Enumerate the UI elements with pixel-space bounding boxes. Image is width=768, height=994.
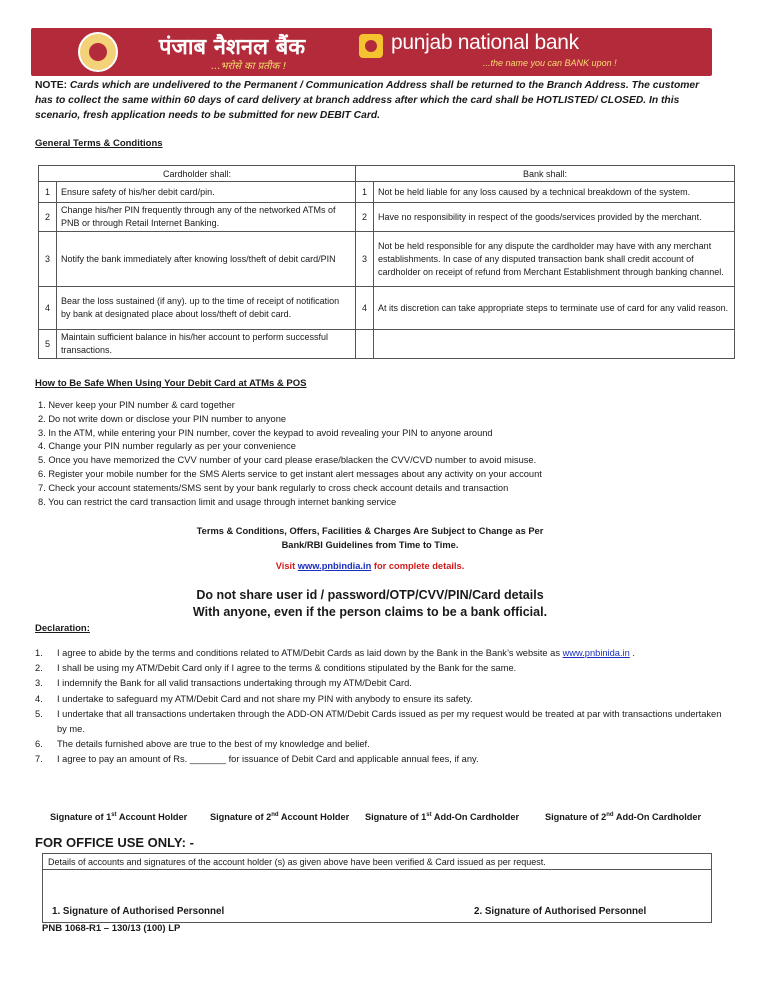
list-item: 2. Do not write down or disclose your PIN number to anyone: [38, 413, 287, 424]
list-item: 5. Once you have memorized the CVV number of your card please erase/blacken the CVV/CVD number to avoid misuse.: [38, 455, 537, 466]
table-row: [39, 203, 735, 232]
row-number: 1: [39, 182, 57, 203]
declaration-heading: Declaration:: [35, 623, 90, 634]
row-number: 3: [356, 232, 374, 287]
table-row: [39, 232, 735, 287]
security-warning: [120, 587, 620, 621]
table-row: [39, 330, 735, 359]
row-number: [356, 330, 374, 359]
sig-text: Signature of 2: [210, 812, 272, 823]
warning-line: With anyone, even if the person claims to be a bank official.: [192, 605, 548, 619]
sig-sup: nd: [606, 812, 614, 818]
bank-term: Not be held liable for any loss caused by a technical breakdown of the system.: [374, 182, 735, 203]
visit-line: [150, 561, 590, 571]
website-link[interactable]: www.pnbinida.in: [562, 648, 630, 658]
item-text: I shall be using my ATM/Debit Card only if I agree to the terms & conditions stipulated by the Bank for the same.: [57, 663, 517, 674]
list-item: 8. You can restrict the card transaction limit and usage through internet banking service: [38, 496, 397, 507]
item-number: 7.: [35, 754, 43, 765]
sig-text: Add-On Cardholder: [431, 812, 520, 823]
item-text: I agree to pay an amount of Rs. _______ for issuance of Debit Card and applicable annual fees, if any.: [57, 754, 479, 765]
cardholder-term: Bear the loss sustained (if any). up to the time of receipt of notification by bank at designated place about loss/theft of debit card.: [57, 287, 356, 330]
sig-text: Signature of 1: [365, 812, 427, 823]
cardholder-term: Ensure safety of his/her debit card/pin.: [57, 182, 356, 203]
sig-sup: nd: [271, 812, 279, 818]
bank-tagline-english: ...the name you can BANK upon !: [483, 58, 617, 68]
authorised-signature-1[interactable]: 1. Signature of Authorised Personnel: [52, 906, 225, 917]
list-item: 7. Check your account statements/SMS sent by your bank regularly to cross check account details and transaction: [38, 482, 509, 493]
item-text: I agree to abide by the terms and conditions related to ATM/Debit Cards as laid down by the Bank in the Bank’s website as: [57, 648, 563, 658]
list-item: 3. In the ATM, while entering your PIN number, cover the keypad to avoid revealing your PIN to anyone around: [38, 427, 493, 438]
list-item: [35, 646, 725, 661]
bank-tagline-hindi: ...भरोसे का प्रतीक !: [211, 61, 287, 72]
cardholder-term: Maintain sufficient balance in his/her account to perform successful transactions.: [57, 330, 356, 359]
item-text-end: .: [629, 648, 635, 658]
sig-text: Account Holder: [116, 812, 188, 823]
item-number: 6.: [35, 739, 43, 750]
list-item: [35, 692, 725, 707]
warning-line: Do not share user id / password/OTP/CVV/PIN/Card details: [196, 588, 544, 602]
table-row: [39, 182, 735, 203]
website-link[interactable]: www.pnbindia.in: [297, 561, 372, 571]
signature-2nd-account-holder[interactable]: [210, 812, 349, 822]
bank-term: At its discretion can take appropriate steps to terminate use of card for any valid reason.: [374, 287, 735, 330]
declaration-list: [35, 646, 725, 768]
terms-header-row: [39, 166, 735, 182]
table-row: [39, 287, 735, 330]
row-number: 2: [39, 203, 57, 232]
item-number: 5.: [35, 708, 43, 719]
bank-column-header: Bank shall:: [356, 166, 735, 182]
notice-line: Terms & Conditions, Offers, Facilities & Charges Are Subject to Change as Per: [196, 526, 544, 536]
notice-line: Bank/RBI Guidelines from Time to Time.: [281, 540, 459, 550]
note-text: Cards which are undelivered to the Permanent / Communication Address shall be returned to the Branch Address. The customer has to collect the same within 60 days of card delivery at branch address after which the card shall be HOTLISTED/ CLOSED. In this scenario, fresh application needs to be submitted for new DEBIT Card.: [35, 80, 700, 121]
list-item: 1. Never keep your PIN number & card together: [38, 400, 235, 410]
bank-term: Have no responsibility in respect of the goods/services provided by the merchant.: [374, 203, 735, 232]
list-item: 4. Change your PIN number regularly as per your convenience: [38, 441, 296, 452]
item-number: 3.: [35, 678, 43, 689]
sig-text: Account Holder: [278, 812, 350, 823]
safety-list: [38, 399, 728, 509]
sig-sup: st: [426, 812, 432, 818]
cardholder-column-header: Cardholder shall:: [39, 166, 356, 182]
list-item: [35, 737, 725, 752]
item-text: I indemnify the Bank for all valid transactions undertaking through my ATM/Debit Card.: [57, 678, 412, 689]
row-number: 5: [39, 330, 57, 359]
list-item: [35, 752, 725, 767]
sig-text: Signature of 2: [545, 812, 607, 823]
signature-2nd-addon-cardholder[interactable]: [545, 812, 701, 822]
verification-text: Details of accounts and signatures of the account holder (s) as given above have been verified & Card issued as per request.: [43, 854, 711, 870]
safety-heading: How to Be Safe When Using Your Debit Card at ATMs & POS: [35, 378, 307, 389]
row-number: 4: [356, 287, 374, 330]
terms-table: [38, 165, 735, 359]
cardholder-term: Notify the bank immediately after knowing loss/theft of debit card/PIN: [57, 232, 356, 287]
cardholder-term: Change his/her PIN frequently through any of the networked ATMs of PNB or through Retail Internet Banking.: [57, 203, 356, 232]
list-item: [35, 676, 725, 691]
pnb-logo-icon: [359, 34, 383, 58]
visit-prefix: Visit: [275, 561, 296, 571]
signature-1st-account-holder[interactable]: [50, 812, 187, 822]
item-text: The details furnished above are true to the best of my knowledge and belief.: [57, 739, 370, 750]
form-number: PNB 1068-R1 – 130/13 (100) LP: [42, 923, 181, 934]
sig-text: Signature of 1: [50, 812, 112, 823]
authorised-signature-2[interactable]: 2. Signature of Authorised Personnel: [474, 906, 647, 917]
terms-change-notice: [150, 524, 590, 552]
list-item: [35, 661, 725, 676]
bank-banner: [31, 28, 712, 76]
row-number: 2: [356, 203, 374, 232]
row-number: 1: [356, 182, 374, 203]
row-number: 3: [39, 232, 57, 287]
signature-1st-addon-cardholder[interactable]: [365, 812, 519, 822]
terms-heading: General Terms & Conditions: [35, 138, 163, 149]
delivery-note: [35, 78, 715, 123]
note-label: NOTE:: [35, 80, 68, 91]
bank-name-english: punjab national bank: [391, 31, 579, 54]
list-item: [35, 707, 725, 737]
sig-sup: st: [111, 812, 117, 818]
bank-name-hindi: पंजाब नैशनल बैंक: [159, 35, 306, 60]
sig-text: Add-On Cardholder: [613, 812, 702, 823]
item-text: I undertake that all transactions undertaken through the ADD-ON ATM/Debit Cards issued as per my request would be treated at par with transactions undertaken by me.: [57, 708, 722, 735]
bank-term: Not be held responsible for any dispute the cardholder may have with any merchant establishments. In case of any disputed transaction bank shall credit account of cardholder on receipt of refund from Merchant Establishment through banking channel.: [374, 232, 735, 287]
item-number: 1.: [35, 648, 43, 658]
item-number: 4.: [35, 693, 43, 704]
row-number: 4: [39, 287, 57, 330]
bank-seal-icon: [78, 32, 118, 72]
bank-term: [374, 330, 735, 359]
item-text: I undertake to safeguard my ATM/Debit Card and not share my PIN with anybody to ensure its safety.: [57, 693, 473, 704]
office-use-heading: FOR OFFICE USE ONLY: -: [35, 835, 194, 850]
office-use-box: [42, 853, 712, 923]
list-item: 6. Register your mobile number for the SMS Alerts service to get instant alert messages about any activity on your account: [38, 468, 542, 479]
visit-suffix: for complete details.: [373, 561, 465, 571]
item-number: 2.: [35, 663, 43, 674]
